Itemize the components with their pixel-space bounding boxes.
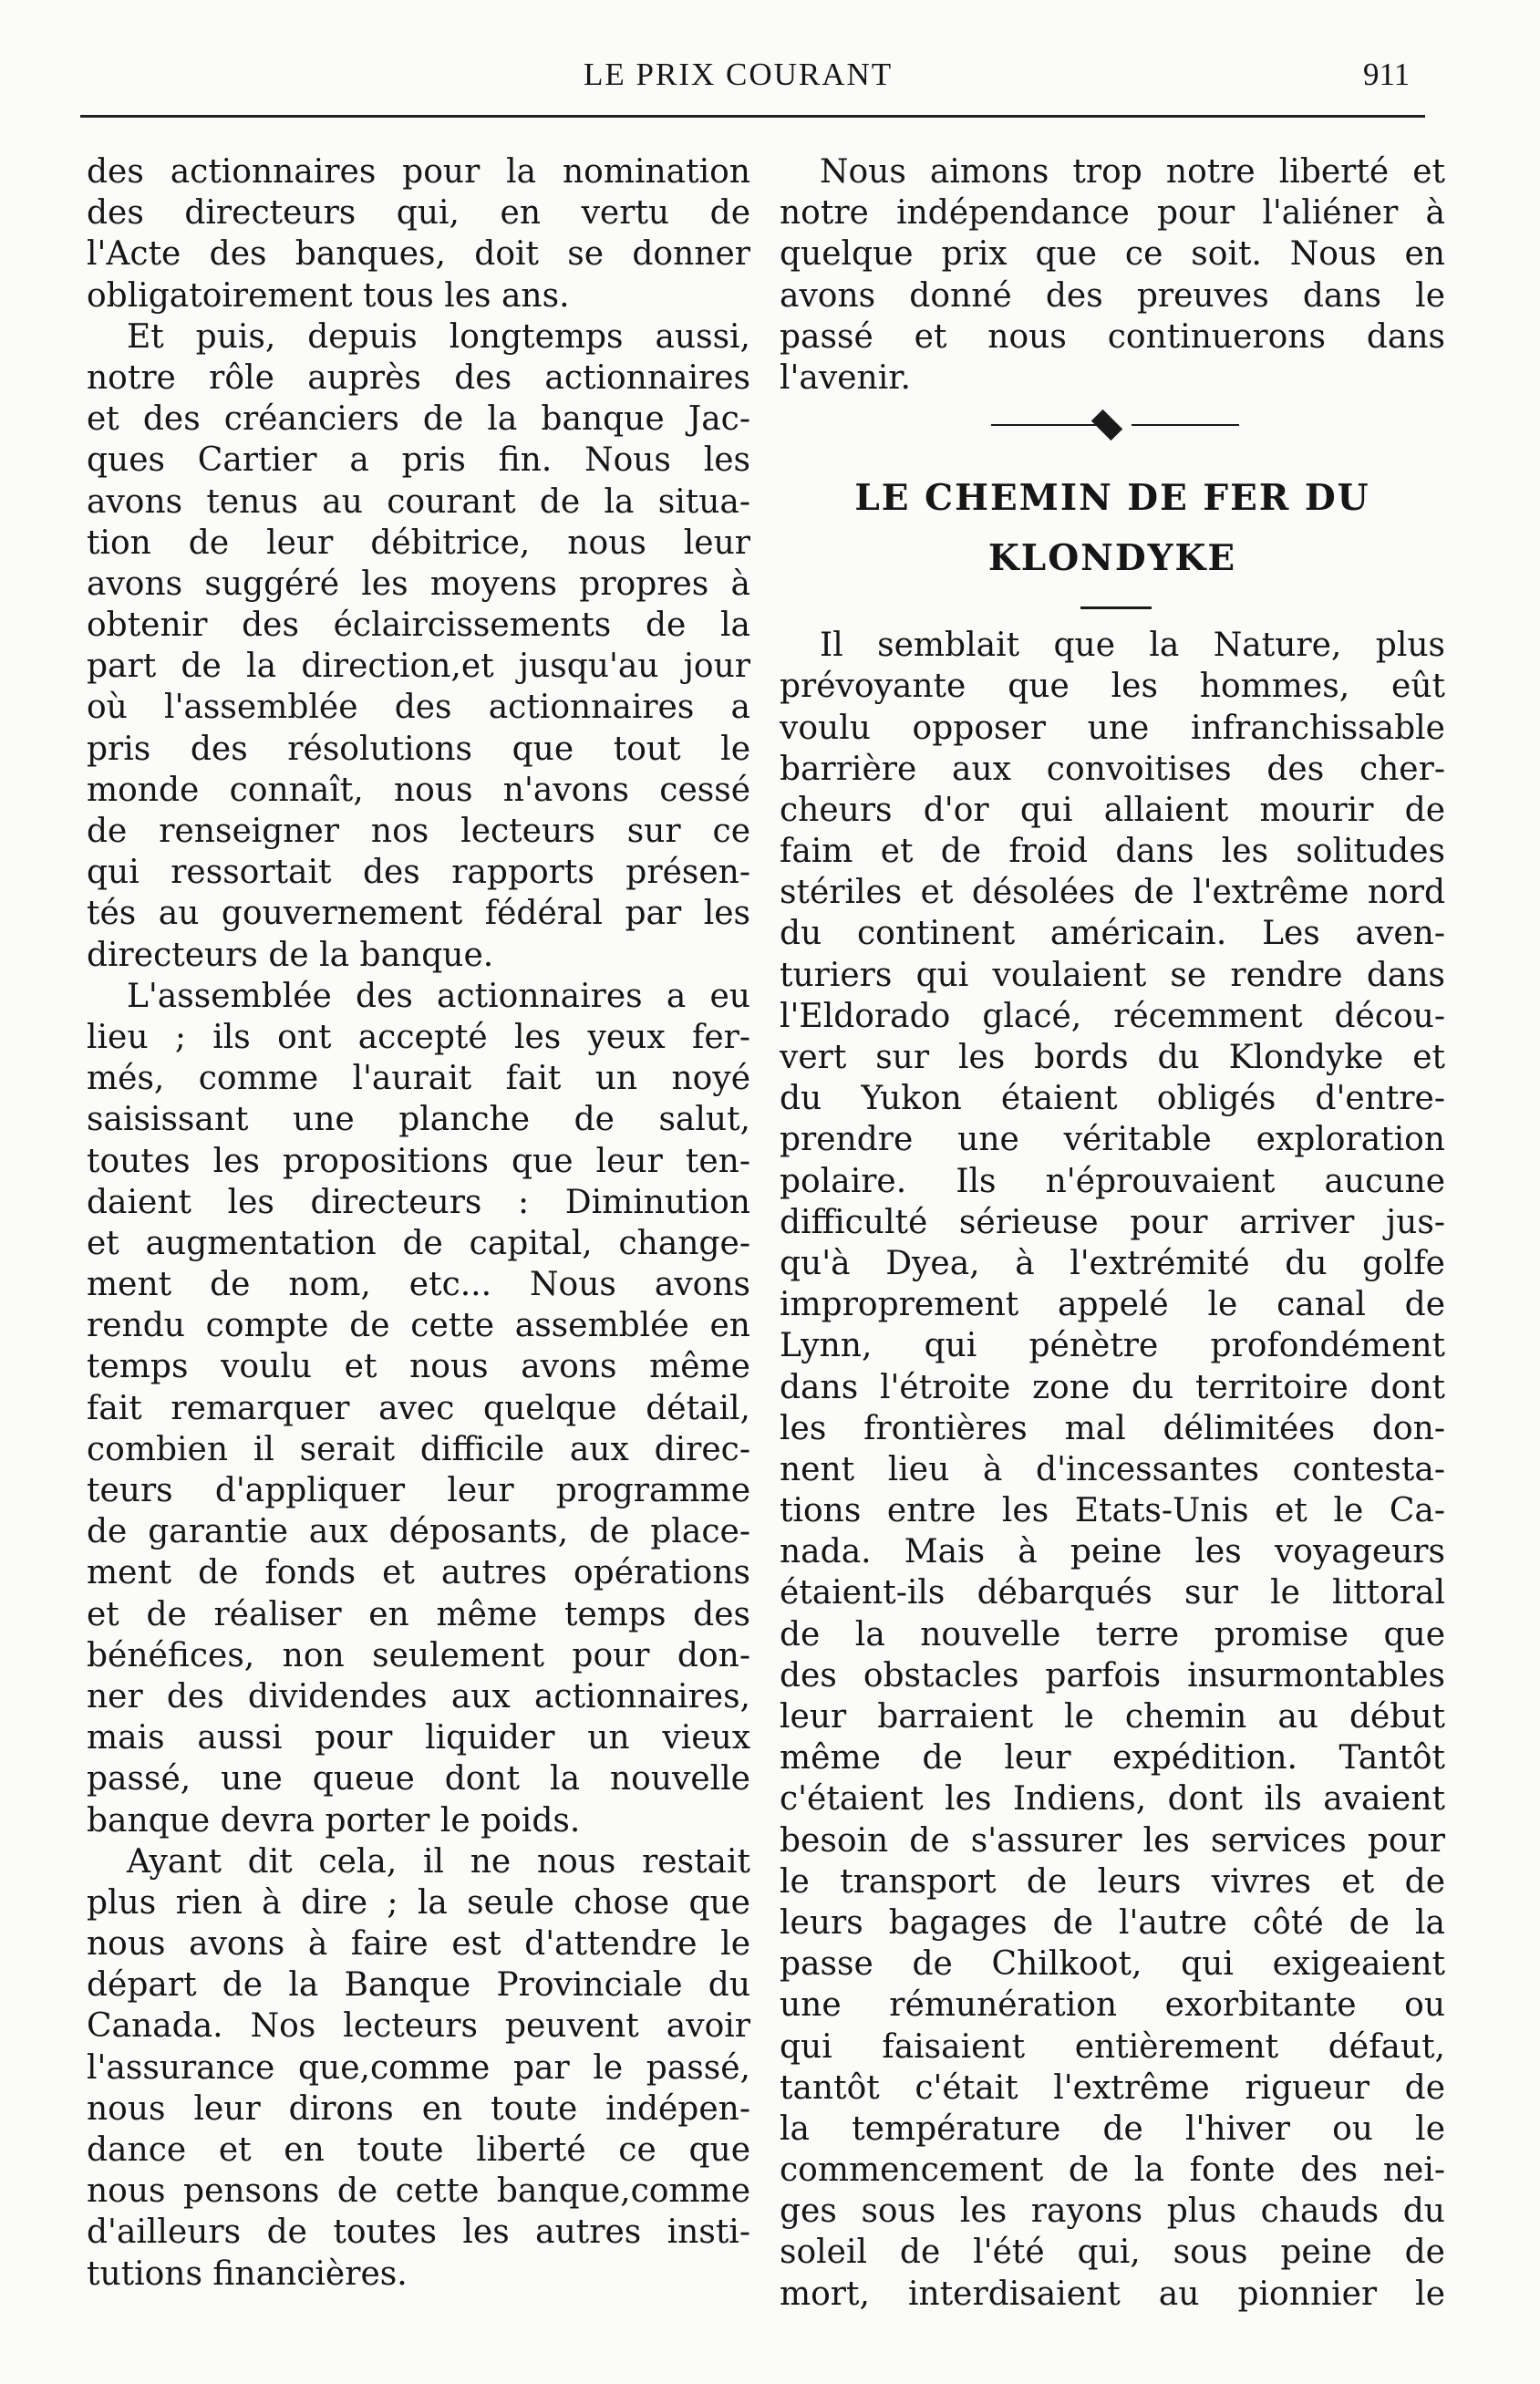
text-line: départ de la Banque Provinciale du (87, 1966, 750, 2005)
text-line: et de réaliser en même temps des (87, 1595, 750, 1633)
text-line: quelque prix que ce soit. Nous en (780, 235, 1445, 274)
text-line: nada. Mais à peine les voyageurs (780, 1533, 1445, 1571)
text-line: nous leur dirons en toute indépen- (87, 2089, 750, 2128)
text-line: qui faisaient entièrement défaut, (780, 2027, 1445, 2066)
text-line: Canada. Nos lecteurs peuvent avoir (87, 2007, 750, 2046)
right-column (780, 151, 1445, 2315)
text-line: Et puis, depuis longtemps aussi, (127, 317, 750, 356)
text-line: la température de l'hiver ou le (780, 2109, 1445, 2148)
text-line: de garantie aux déposants, de place- (87, 1513, 750, 1551)
text-line: passé, une queue dont la nouvelle (87, 1760, 750, 1798)
text-line: même de leur expédition. Tantôt (780, 1739, 1445, 1778)
text-line: ment de nom, etc... Nous avons (87, 1266, 750, 1304)
text-line: qui ressortait des rapports présen- (87, 854, 750, 892)
text-line: barrière aux convoitises des cher- (780, 750, 1445, 788)
ornament-rule-left (991, 424, 1099, 426)
text-line: combien il serait difficile aux direc- (87, 1430, 750, 1468)
text-line: part de la direction,et jusqu'au jour (87, 648, 750, 686)
text-line: Ayant dit cela, il ne nous restait (127, 1842, 750, 1881)
text-line: notre rôle auprès des actionnaires (87, 358, 750, 397)
text-line: d'ailleurs de toutes les autres insti- (87, 2213, 750, 2252)
text-line: du Yukon étaient obligés d'entre- (780, 1080, 1445, 1118)
text-line: et des créanciers de la banque Jac- (87, 400, 750, 439)
title-rule (780, 588, 1445, 625)
text-line: tions entre les Etats-Unis et le Ca- (780, 1492, 1445, 1530)
text-line: dans l'étroite zone du territoire dont (780, 1368, 1445, 1406)
text-line: des obstacles parfois insurmontables (780, 1656, 1445, 1695)
text-line: l'assurance que,comme par le passé, (87, 2048, 750, 2087)
text-line: c'étaient les Indiens, dont ils avaient (780, 1780, 1445, 1819)
text-line: commencement de la fonte des nei- (780, 2151, 1445, 2190)
text-line: avons suggéré les moyens propres à (87, 565, 750, 603)
text-line: toutes les propositions que leur ten- (87, 1142, 750, 1180)
text-line: avons donné des preuves dans le (780, 276, 1445, 315)
text-line: tion de leur débitrice, nous leur (87, 523, 750, 562)
text-line: lieu ; ils ont accepté les yeux fer- (87, 1018, 750, 1056)
text-line: tutions financières. (87, 2254, 408, 2293)
text-line: ner des dividendes aux actionnaires, (87, 1677, 750, 1715)
text-line: Lynn, qui pénètre profondément (780, 1327, 1445, 1365)
text-line: pris des résolutions que tout le (87, 730, 750, 768)
text-line: fait remarquer avec quelque détail, (87, 1389, 750, 1427)
text-line: des directeurs qui, en vertu de (87, 194, 750, 233)
text-line: turiers qui voulaient se rendre dans (780, 956, 1445, 994)
text-line: polaire. Ils n'éprouvaient aucune (780, 1162, 1445, 1200)
article-title-line-2: KLONDYKE (987, 537, 1237, 580)
text-line: prévoyante que les hommes, eût (780, 668, 1445, 706)
text-line: plus rien à dire ; la seule chose que (87, 1883, 750, 1922)
text-line: nous pensons de cette banque,comme (87, 2172, 750, 2211)
text-line: teurs d'appliquer leur programme (87, 1472, 750, 1509)
text-line: leur barraient le chemin au début (780, 1698, 1445, 1736)
text-line: improprement appelé le canal de (780, 1286, 1445, 1324)
text-line: soleil de l'été qui, sous peine de (780, 2234, 1445, 2272)
article-title-line-1: LE CHEMIN DE FER DU (854, 477, 1370, 520)
text-line: tés au gouvernement fédéral par les (87, 895, 750, 933)
text-line: dance et en toute liberté ce que (87, 2131, 750, 2169)
header-rule (80, 115, 1425, 118)
text-line: une rémunération exorbitante ou (780, 1986, 1445, 2025)
text-line: où l'assemblée des actionnaires a (87, 689, 750, 727)
text-line: des actionnaires pour la nomination (87, 153, 750, 191)
text-line: nous avons à faire est d'attendre le (87, 1925, 750, 1964)
text-line: et augmentation de capital, change- (87, 1224, 750, 1262)
text-line: voulu opposer une infranchissable (780, 709, 1445, 747)
text-line: directeurs de la banque. (87, 936, 494, 974)
text-line: mort, interdisaient au pionnier le (780, 2275, 1445, 2313)
text-line: rendu compte de cette assemblée en (87, 1307, 750, 1345)
text-line: banque devra porter le poids. (87, 1801, 581, 1840)
text-line: étaient-ils débarqués sur le littoral (780, 1574, 1445, 1612)
text-line: de la nouvelle terre promise que (780, 1615, 1445, 1653)
text-line: obligatoirement tous les ans. (87, 276, 570, 315)
text-line: nent lieu à d'incessantes contesta- (780, 1450, 1445, 1488)
text-line: l'avenir. (780, 358, 911, 397)
text-line: le transport de leurs vivres et de (780, 1862, 1445, 1901)
text-line: Nous aimons trop notre liberté et (820, 153, 1445, 191)
text-line: tantôt c'était l'extrême rigueur de (780, 2068, 1445, 2107)
text-line: L'assemblée des actionnaires a eu (127, 977, 750, 1015)
text-line: saisissant une planche de salut, (87, 1101, 750, 1139)
text-line: les frontières mal délimitées don- (780, 1409, 1445, 1447)
text-line: stériles et désolées de l'extrême nord (780, 874, 1445, 912)
text-line: l'Acte des banques, doit se donner (87, 235, 750, 274)
article-body (780, 625, 1445, 2315)
text-line: ment de fonds et autres opérations (87, 1554, 750, 1592)
left-column (87, 151, 750, 2295)
text-line: bénéfices, non seulement pour don- (87, 1636, 750, 1674)
text-line: difficulté sérieuse pour arriver jus- (780, 1203, 1445, 1241)
text-line: notre indépendance pour l'aliéner à (780, 194, 1445, 233)
text-line: temps voulu et nous avons même (87, 1348, 750, 1386)
text-line: Il semblait que la Nature, plus (820, 627, 1445, 665)
ornament-rule-right (1132, 424, 1239, 426)
text-line: qu'à Dyea, à l'extrémité du golfe (780, 1244, 1445, 1282)
text-line: de renseigner nos lecteurs sur ce (87, 813, 750, 850)
text-line: passe de Chilkoot, qui exigeaient (780, 1945, 1445, 1984)
page-number: 911 (1363, 57, 1411, 92)
text-line: passé et nous continuerons dans (780, 317, 1445, 356)
text-line: l'Eldorado glacé, récemment décou- (780, 997, 1445, 1035)
ornament-diamond (1091, 409, 1122, 441)
text-line: més, comme l'aurait fait un noyé (87, 1060, 750, 1098)
text-line: prendre une véritable exploration (780, 1121, 1445, 1159)
text-line: leurs bagages de l'autre côté de la (780, 1903, 1445, 1942)
text-line: besoin de s'assurer les services pour (780, 1821, 1445, 1860)
running-head: LE PRIX COURANT (584, 57, 894, 92)
text-line: ques Cartier a pris fin. Nous les (87, 441, 750, 480)
text-line: monde connaît, nous n'avons cessé (87, 771, 750, 809)
text-line: cheurs d'or qui allaient mourir de (780, 791, 1445, 829)
text-line: daient les directeurs : Diminution (87, 1183, 750, 1221)
text-line: mais aussi pour liquider un vieux (87, 1719, 750, 1757)
editorial-end-text (780, 151, 1445, 399)
text-line: du continent américain. Les aven- (780, 915, 1445, 953)
text-line: obtenir des éclaircissements de la (87, 606, 750, 645)
text-line: avons tenus au courant de la situa- (87, 482, 750, 521)
text-line: vert sur les bords du Klondyke et (780, 1039, 1445, 1076)
text-line: faim et de froid dans les solitudes (780, 833, 1445, 871)
text-line: ges sous les rayons plus chauds du (780, 2192, 1445, 2231)
section-ornament (780, 399, 1445, 453)
